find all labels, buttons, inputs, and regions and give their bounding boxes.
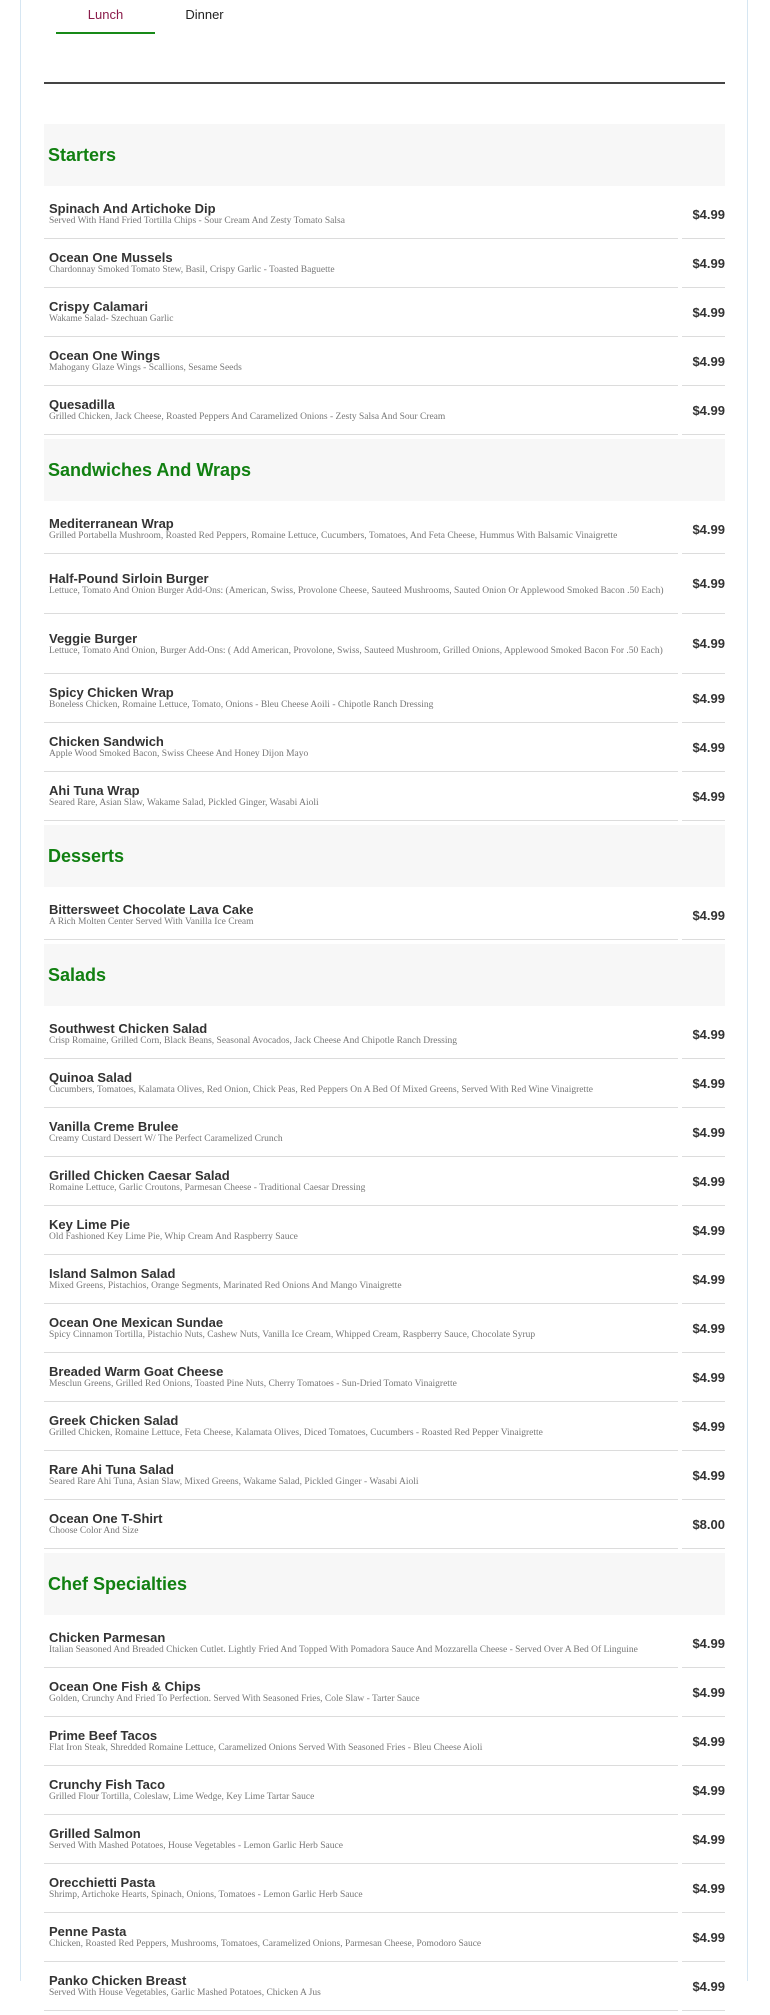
menu-item-info [44,505,678,554]
menu-item-name: Veggie Burger [49,630,138,646]
menu-item-name: Crunchy Fish Taco [49,1777,166,1792]
menu-item-name: Mediterranean Wrap [49,516,174,531]
menu-item-description: Apple Wood Smoked Bacon, Swiss Cheese And Honey Dijon Mayo [49,749,309,759]
section-title: Sandwiches And Wraps [48,459,252,480]
menu-item[interactable] [44,505,725,554]
menu-item-price: $8.00 [682,1500,725,1549]
menu-item[interactable] [44,1108,725,1157]
menu-item-info [44,1815,678,1864]
menu-item[interactable] [44,1255,725,1304]
menu-item-info [44,1206,678,1255]
menu-item-price: $4.99 [682,1206,725,1255]
menu-item-description: Romaine Lettuce, Garlic Croutons, Parmesan Cheese - Traditional Caesar Dressing [49,1183,366,1193]
tab-dinner[interactable]: Dinner [185,7,224,22]
menu-item-info [44,891,678,940]
menu-item-name: Spicy Chicken Wrap [49,685,174,700]
menu-item-description: Chicken, Roasted Red Peppers, Mushrooms, Tomatoes, Caramelized Onions, Parmesan Cheese, Pomodoro Sauce [49,1939,482,1949]
menu-item-description: Mahogany Glaze Wings - Scallions, Sesame Seeds [49,363,242,373]
menu-item[interactable] [44,1766,725,1815]
menu-item[interactable] [44,239,725,288]
menu-item[interactable] [44,288,725,337]
menu-item-description: Flat Iron Steak, Shredded Romaine Lettuce, Caramelized Onions Served With Seasoned Fries - Bleu Cheese Aioli [49,1743,483,1753]
menu-item-description: Italian Seasoned And Breaded Chicken Cutlet. Lightly Fried And Topped With Pomadora Sauce And Mozzarella Cheese - Served Over A Bed Of Linguine [49,1645,638,1655]
menu-item[interactable] [44,1304,725,1353]
menu-item[interactable] [44,386,725,435]
menu-item-name: Penne Pasta [49,1924,127,1939]
menu-item[interactable] [44,554,725,614]
menu-item-price: $4.99 [682,1815,725,1864]
menu-item-description: Shrimp, Artichoke Hearts, Spinach, Onions, Tomatoes - Lemon Garlic Herb Sauce [49,1890,363,1900]
menu-item-description: Creamy Custard Dessert W/ The Perfect Caramelized Crunch [49,1134,283,1144]
section-spacer [44,2011,725,2015]
menu-item-info [44,1913,678,1962]
menu-item-price: $4.99 [682,891,725,940]
menu-item-info [44,386,678,435]
menu-item[interactable] [44,1500,725,1549]
menu-item-price: $4.99 [682,337,725,386]
menu-item-info [44,190,678,239]
menu-item-info [44,772,678,821]
menu-item-description: Choose Color And Size [49,1526,139,1536]
section-title: Salads [48,964,107,985]
menu-item-description: Wakame Salad- Szechuan Garlic [49,314,174,324]
menu-item-info [44,1255,678,1304]
menu-item-price: $4.99 [682,1353,725,1402]
menu-list [44,124,725,2015]
menu-item-info [44,1010,678,1059]
menu-item-price: $4.99 [682,614,725,674]
menu-item-info [44,239,678,288]
menu-item-price: $4.99 [682,1864,725,1913]
menu-item-price: $4.99 [682,1962,725,2011]
menu-divider [44,82,725,84]
menu-item-info [44,1304,678,1353]
menu-item-price: $4.99 [682,288,725,337]
menu-item-name: Quinoa Salad [49,1070,133,1085]
menu-item-price: $4.99 [682,554,725,614]
menu-item-name: Vanilla Creme Brulee [49,1119,179,1134]
menu-item-price: $4.99 [682,190,725,239]
menu-item-info [44,1962,678,2011]
menu-item-description: Golden, Crunchy And Fried To Perfection. Served With Seasoned Fries, Cole Slaw - Tarter Sauce [49,1694,420,1704]
menu-item-name: Ocean One Mussels [49,250,173,265]
menu-item[interactable] [44,1619,725,1668]
menu-item-price: $4.99 [682,723,725,772]
menu-item-description: Lettuce, Tomato And Onion, Burger Add-Ons: ( Add American, Provolone, Swiss, Sauteed Mushroom, Grilled Onions, Applewood Smoked Bacon For .50 Each) [49,645,663,656]
menu-item-description: Old Fashioned Key Lime Pie, Whip Cream And Raspberry Sauce [49,1232,298,1242]
menu-item-name: Ahi Tuna Wrap [49,783,140,798]
menu-item-info [44,288,678,337]
menu-item-name: Prime Beef Tacos [49,1728,158,1743]
menu-item-info [44,1157,678,1206]
menu-item-description: Seared Rare, Asian Slaw, Wakame Salad, Pickled Ginger, Wasabi Aioli [49,798,319,808]
menu-item-price: $4.99 [682,1619,725,1668]
menu-item[interactable] [44,1157,725,1206]
menu-item-name: Chicken Sandwich [49,734,164,749]
section-header [44,944,725,1006]
menu-item[interactable] [44,337,725,386]
menu-item-name: Panko Chicken Breast [49,1973,187,1988]
menu-item-price: $4.99 [682,1304,725,1353]
menu-item-price: $4.99 [682,1766,725,1815]
menu-item-name: Ocean One Mexican Sundae [49,1315,224,1330]
menu-item-info [44,1668,678,1717]
menu-item[interactable] [44,1962,725,2011]
menu-item-description: Lettuce, Tomato And Onion Burger Add-Ons: (American, Swiss, Provolone Cheese, Sauteed Mushrooms, Sauted Onion Or Applewood Smoked Bacon .50 Each) [49,585,664,596]
menu-item-name: Southwest Chicken Salad [49,1021,208,1036]
menu-item[interactable] [44,1451,725,1500]
menu-item-price: $4.99 [682,1108,725,1157]
menu-item-description: A Rich Molten Center Served With Vanilla Ice Cream [49,917,254,927]
menu-item-info [44,1500,678,1549]
menu-item-name: Grilled Chicken Caesar Salad [49,1168,230,1183]
menu-item-info [44,1353,678,1402]
menu-item-name: Island Salmon Salad [49,1266,176,1281]
section-header [44,124,725,186]
menu-item-description: Served With Hand Fried Tortilla Chips - Sour Cream And Zesty Tomato Salsa [49,216,345,226]
menu-item-price: $4.99 [682,505,725,554]
menu-item-info [44,554,678,614]
menu-item-description: Boneless Chicken, Romaine Lettuce, Tomato, Onions - Bleu Cheese Aoili - Chipotle Ranch Dressing [49,700,434,710]
section-header [44,439,725,501]
menu-item-description: Mixed Greens, Pistachios, Orange Segments, Marinated Red Onions And Mango Vinaigrette [49,1281,402,1291]
menu-item-info [44,674,678,723]
menu-item[interactable] [44,1206,725,1255]
menu-item-info [44,1451,678,1500]
menu-item[interactable] [44,1402,725,1451]
menu-item-price: $4.99 [682,386,725,435]
meal-tabs [56,0,254,34]
menu-item-description: Grilled Chicken, Romaine Lettuce, Feta Cheese, Kalamata Olives, Diced Tomatoes, Cucumbers - Roasted Red Pepper Vinaigrette [49,1428,543,1438]
menu-item-description: Served With Mashed Potatoes, House Vegetables - Lemon Garlic Herb Sauce [49,1841,343,1851]
menu-item-name: Ocean One T-Shirt [49,1511,163,1526]
menu-item-info [44,337,678,386]
menu-item[interactable] [44,1913,725,1962]
menu-item[interactable] [44,891,725,940]
menu-item-description: Grilled Chicken, Jack Cheese, Roasted Peppers And Caramelized Onions - Zesty Salsa And Sour Cream [49,412,446,422]
menu-item[interactable] [44,1815,725,1864]
menu-item[interactable] [44,1864,725,1913]
section-header [44,1553,725,1615]
menu-item[interactable] [44,1059,725,1108]
menu-item[interactable] [44,1668,725,1717]
menu-item[interactable] [44,614,725,674]
menu-item-price: $4.99 [682,1717,725,1766]
menu-item-price: $4.99 [682,1255,725,1304]
menu-item-price: $4.99 [682,674,725,723]
menu-item-name: Breaded Warm Goat Cheese [49,1364,224,1379]
menu-item-name: Half-Pound Sirloin Burger [49,570,209,586]
menu-item-price: $4.99 [682,1010,725,1059]
menu-item-name: Key Lime Pie [49,1217,130,1232]
menu-item-info [44,1717,678,1766]
menu-item-name: Bittersweet Chocolate Lava Cake [49,902,254,917]
menu-item-name: Orecchietti Pasta [49,1875,156,1890]
menu-item[interactable] [44,190,725,239]
menu-item-info [44,1864,678,1913]
menu-item-name: Chicken Parmesan [49,1630,166,1645]
section-title: Chef Specialties [48,1573,188,1594]
menu-item-description: Seared Rare Ahi Tuna, Asian Slaw, Mixed Greens, Wakame Salad, Pickled Ginger - Wasabi Aioli [49,1477,419,1487]
menu-item-info [44,723,678,772]
menu-item-description: Mesclun Greens, Grilled Red Onions, Toasted Pine Nuts, Cherry Tomatoes - Sun-Dried Tomato Vinaigrette [49,1379,457,1389]
menu-item[interactable] [44,1353,725,1402]
menu-item-name: Ocean One Fish & Chips [49,1679,201,1694]
menu-item-price: $4.99 [682,1157,725,1206]
menu-item-price: $4.99 [682,772,725,821]
menu-item-price: $4.99 [682,1402,725,1451]
menu-item-description: Grilled Portabella Mushroom, Roasted Red Peppers, Romaine Lettuce, Cucumbers, Tomatoes, And Feta Cheese, Hummus With Balsamic Vinaigrette [49,531,618,541]
menu-item-description: Served With House Vegetables, Garlic Mashed Potatoes, Chicken A Jus [49,1988,321,1998]
menu-item-name: Crispy Calamari [49,299,148,314]
menu-item-info [44,1766,678,1815]
menu-item-description: Crisp Romaine, Grilled Corn, Black Beans, Seasonal Avocados, Jack Cheese And Chipotle Ranch Dressing [49,1036,457,1046]
menu-item-price: $4.99 [682,1913,725,1962]
menu-item-info [44,1108,678,1157]
menu-item[interactable] [44,723,725,772]
menu-item-price: $4.99 [682,1668,725,1717]
tab-lunch[interactable]: Lunch [56,0,155,34]
menu-item-description: Grilled Flour Tortilla, Coleslaw, Lime Wedge, Key Lime Tartar Sauce [49,1792,315,1802]
menu-item-description: Spicy Cinnamon Tortilla, Pistachio Nuts, Cashew Nuts, Vanilla Ice Cream, Whipped Cream, Raspberry Sauce, Chocolate Syrup [49,1330,536,1340]
menu-item-info [44,1059,678,1108]
menu-item-name: Rare Ahi Tuna Salad [49,1462,174,1477]
section-title: Starters [48,144,117,165]
menu-item-name: Grilled Salmon [49,1826,141,1841]
menu-item[interactable] [44,1717,725,1766]
menu-item-price: $4.99 [682,1451,725,1500]
menu-item-description: Cucumbers, Tomatoes, Kalamata Olives, Red Onion, Chick Peas, Red Peppers On A Bed Of Mixed Greens, Served With Red Wine Vinaigrette [49,1085,593,1095]
menu-item-price: $4.99 [682,1059,725,1108]
menu-item-description: Chardonnay Smoked Tomato Stew, Basil, Crispy Garlic - Toasted Baguette [49,265,335,275]
menu-item-info [44,1402,678,1451]
menu-item[interactable] [44,674,725,723]
menu-item-name: Greek Chicken Salad [49,1413,179,1428]
menu-item-price: $4.99 [682,239,725,288]
menu-item-info [44,1619,678,1668]
menu-item-name: Ocean One Wings [49,348,161,363]
menu-item-info [44,614,678,674]
menu-item[interactable] [44,772,725,821]
section-title: Desserts [48,845,125,866]
menu-item[interactable] [44,1010,725,1059]
menu-item-name: Spinach And Artichoke Dip [49,201,216,216]
menu-item-name: Quesadilla [49,397,115,412]
section-header [44,825,725,887]
